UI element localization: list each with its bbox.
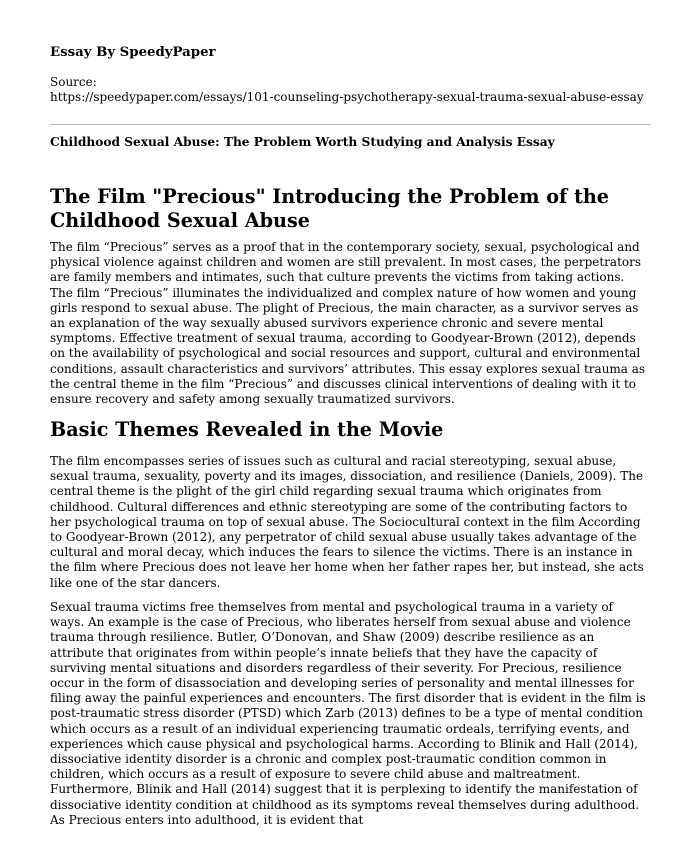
section-heading-basic-themes: Basic Themes Revealed in the Movie <box>50 418 444 441</box>
paragraph-intro: The film “Precious” serves as a proof that in the contemporary society, sexual, psychological and physical violence against children and women are still prevalent. In most cases, the perpetrators are family members and intimates, such that culture prevents the victims from taking actions. The film “Precious” illuminates the individualized and complex nature of how women and young girls respond to sexual abuse. The plight of Precious, the main character, as a survivor serves as an explanation of the way sexually abused survivors experience chronic and severe mental symptoms. Effective treatment of sexual trauma, according to Goodyear-Brown (2012), depends on the availability of psychological and social resources and support, cultural and environmental conditions, assault characteristics and survivors’ attributes. This essay explores sexual trauma as the central theme in the film “Precious” and discusses clinical interventions of dealing with it to ensure recovery and safety among sexually traumatized survivors. <box>50 240 646 407</box>
source-label: Source: <box>50 75 97 89</box>
section-heading-film-precious: The Film "Precious" Introducing the Problem of the Childhood Sexual Abuse <box>50 185 610 232</box>
source-url[interactable]: https://speedypaper.com/essays/101-counseling-psychotherapy-sexual-trauma-sexual-abuse-essay <box>50 90 644 104</box>
document-title: Childhood Sexual Abuse: The Problem Worth Studying and Analysis Essay <box>50 135 555 149</box>
brand-title: Essay By SpeedyPaper <box>50 45 216 60</box>
paragraph-themes: The film encompasses series of issues such as cultural and racial stereotyping, sexual abuse, sexual trauma, sexuality, poverty and its images, dissociation, and resilience (Daniels, 2009). The central theme is the plight of the girl child regarding sexual trauma which originates from childhood. Cultural differences and ethnic stereotyping are some of the contributing factors to her psychological trauma on top of sexual abuse. The Sociocultural context in the film According to Goodyear-Brown (2012), any perpetrator of child sexual abuse usually takes advantage of the cultural and moral decay, which induces the fears to silence the victims. There is an instance in the film where Precious does not leave her home when her father rapes her, but instead, she acts like one of the star dancers. <box>50 454 644 590</box>
header-divider <box>50 124 650 125</box>
paragraph-resilience: Sexual trauma victims free themselves from mental and psychological trauma in a variety of ways. An example is the case of Precious, who liberates herself from sexual abuse and violence trauma through resilience. Butler, O’Donovan, and Shaw (2009) describe resilience as an attribute that originates from within people’s innate beliefs that they have the capacity of surviving mental situations and disorders regardless of their severity. For Precious, resilience occur in the form of disassociation and developing series of personality and mental illnesses for filing away the painful experiences and encounters. The first disorder that is evident in the film is post-traumatic stress disorder (PTSD) which Zarb (2013) defines to be a type of mental condition which occurs as a result of an individual experiencing traumatic ordeals, terrifying events, and experiences which cause physical and psychological harms. According to Blinik and Hall (2014), dissociative identity disorder is a chronic and complex post-traumatic condition common in children, which occurs as a result of exposure to severe child abuse and maltreatment. Furthermore, Blinik and Hall (2014) suggest that it is perplexing to identify the manifestation of dissociative identity condition at childhood as its symptoms reveal themselves during adulthood. As Precious enters into adulthood, it is evident that <box>50 600 646 827</box>
